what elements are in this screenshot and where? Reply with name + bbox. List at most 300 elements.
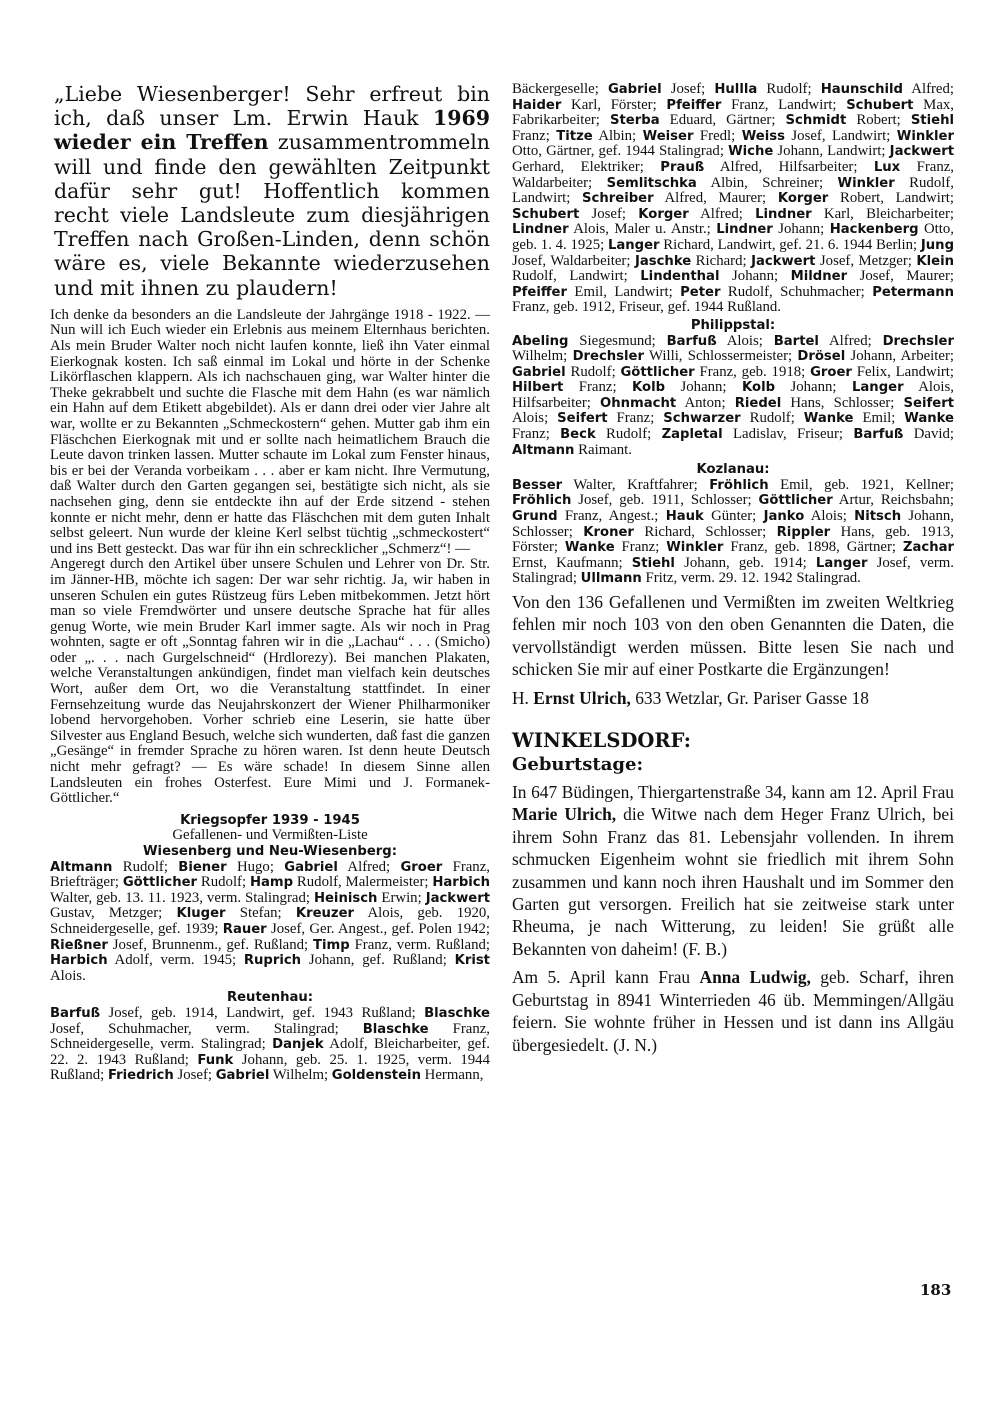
entry-details: Gerhard, Elektriker; [512, 158, 661, 175]
entry-surname: Seifert [903, 395, 954, 411]
wiesenberg-list [50, 860, 490, 985]
letter-rest: zusammentrommeln will und finde den gewählten Zeitpunkt dafür sehr gut! Hoffentlich kommen recht viele Landsleute zum diesjährigen Treffen nach Großen-Linden, denn schön wäre es, viele Bekannte wiederzusehen und mit ihnen zu plaudern! [54, 130, 490, 300]
entry-details: Günter; [703, 508, 764, 525]
list-entry [512, 81, 608, 97]
entry-surname: Altmann [512, 442, 575, 458]
list-entry [728, 143, 890, 159]
letter-wieder: wieder ein Treffen [54, 130, 269, 155]
list-entry [313, 937, 490, 953]
entry-surname: Haider [512, 97, 562, 113]
entry-surname: Groer [400, 859, 443, 875]
entry-details: Willi, Schlossermeister; [643, 348, 798, 365]
entry-details: Josef, Metzger; [815, 252, 917, 269]
entry-surname: Gabriel [512, 364, 566, 380]
missing-note: Von den 136 Gefallenen und Vermißten im zweiten Weltkrieg fehlen mir noch 103 von den oben Genannten die Daten, die vervollständigt werden müssen. Bitte lesen Sie nach und schicken Sie mir auf einer Postkarte die Ergänzungen! [512, 592, 954, 680]
entry-surname: Jaschke [634, 253, 692, 269]
entry-surname: Biener [178, 859, 227, 875]
entry-details: Franz; [607, 410, 664, 427]
list-entry [608, 237, 921, 253]
philippstal-list [512, 334, 954, 459]
philippstal-title: Philippstal: [690, 317, 776, 333]
entry-surname: Zachar [902, 540, 954, 556]
story-paragraph: Ich denke da besonders an die Landsleute der Jahrgänge 1918 - 1922. — Nun will ich Euch wieder ein Erlebnis aus meinem Elternhaus berichten. Als mein Bruder Walter noch nicht laufen konnte, ließ ihn Vater einmal Eierkognak kosten. Ich saß einmal im Lokal und hörte in der Schenke Likörflaschen klappern. Als ich nachschauen ging, war Walter hinter die Theke gekrabbelt und suchte die Flasche mit dem Hahn (es war nämlich ein Hahn auf dem Etikett abgebildet). Als er dann drei oder vier Jahre alt war, wollte er zu Bekannten „Schmeckostern“ gehen. Mutter gab ihm ein Fläschchen Eierkognak mit und er sollte nach heimatlichem Brauch die Leute davon trinken lassen. Mutter schaute im Lokal zum Fenster hinaus, bis er bei der Veranda vorbeikam . . . aber er kam nicht. Ihre Vermutung, daß Walter durch den Garten gegangen sei, bestätigte sich nicht, als sie nachsehen ging, denn sie entdeckte ihn auf der Erde sitzend - stehen konnte er nicht mehr, denn er hatte das Fläschchen mit dem guten Inhalt selbst geleert. Nun wurde der kleine Kerl selbst tüchtig „schmeckostert“ und ins Bett gesteckt. Das war für ihn ein schrecklicher „Schmerz“! — [50, 306, 490, 557]
entry-details: Johann; [665, 379, 743, 396]
entry-surname: Blaschke [424, 1005, 490, 1021]
list-entry [680, 284, 872, 300]
entry-details: Josef, Waldarbeiter; [512, 252, 635, 269]
list-entry [600, 395, 735, 411]
list-entry [314, 890, 426, 906]
entry-details: Rudolf; [740, 410, 804, 427]
entry-surname: Hamp [249, 875, 294, 891]
entry-details: Otto, Gärtner, gef. 1944 Stalingrad; [512, 143, 729, 160]
list-entry [755, 206, 954, 222]
list-entry [512, 206, 638, 222]
entry-details: Alfred; [902, 81, 954, 97]
entry-details: Josef, Ger. Angest., gef. Polen 1942; [266, 920, 490, 937]
list-entry [573, 348, 798, 364]
list-entry [581, 570, 861, 586]
entry-surname: Haunschild [820, 82, 903, 97]
entry-surname: Heinisch [313, 890, 378, 906]
entry-surname: Zapletal [661, 427, 723, 443]
entry-surname: Petermann [872, 284, 954, 300]
list-entry [608, 81, 714, 97]
entry-surname: Gabriel [215, 1068, 270, 1084]
entry-surname: Hullla [714, 82, 758, 97]
list-entry [512, 284, 680, 300]
list-entry [666, 539, 903, 555]
birthday-ludwig-text: geb. Scharf, ihren Geburtstag in 8941 Winterrieden 46 üb. Memmingen/Allgäu feiern. Sie wohnte früher in Hessen und ist dann ins Allgäu übergesiedelt. (J. N.) [512, 967, 954, 1055]
list-entry [512, 221, 716, 237]
list-entry [764, 508, 855, 524]
entry-details: Rudolf; [565, 363, 621, 380]
entry-details: Walter, geb. 13. 11. 1923, verm. Stalingrad; [50, 889, 314, 906]
entry-details: Albin; [592, 127, 643, 144]
entry-surname: Danjek [272, 1037, 324, 1053]
entry-surname: Altmann [50, 859, 113, 875]
letter-year: 1969 [432, 106, 490, 131]
list-entry [662, 426, 854, 442]
list-entry [666, 508, 764, 524]
entry-surname: Wanke [803, 411, 854, 427]
list-entry [666, 97, 846, 113]
entry-surname: Wiche [728, 144, 774, 160]
entry-details: Franz, Landwirt; [721, 96, 847, 113]
kriegsopfer-places: Wiesenberg und Neu-Wiesenberg: [143, 844, 397, 860]
entry-surname: Winkler [837, 175, 895, 191]
birthday-ulrich [512, 781, 954, 960]
entry-details: Alois; [716, 332, 774, 349]
entry-surname: Peter [680, 284, 721, 300]
list-entry [50, 952, 244, 968]
list-entry [512, 508, 666, 524]
list-entry [786, 112, 911, 128]
list-entry [332, 1067, 484, 1083]
entry-details: Alois, geb. 1920, Schneidergeselle, gef. 1939; [50, 905, 490, 937]
entry-surname: Drösel [797, 349, 846, 365]
entry-surname: Harbich [50, 953, 108, 969]
list-entry [556, 128, 642, 144]
signature-name: Ernst Ulrich, [533, 687, 631, 708]
list-entry [663, 410, 804, 426]
entry-surname: Ullmann [580, 571, 642, 587]
entry-details: Ernst, Kaufmann; [512, 554, 632, 571]
entry-details: Raimant. [574, 441, 632, 458]
entry-details: Johann, Arbeiter; [845, 348, 954, 365]
entry-details: Felix, Landwirt; [851, 363, 954, 380]
entry-surname: Seifert [557, 411, 608, 427]
entry-surname: Gabriel [607, 82, 662, 97]
entry-details: Franz; [614, 539, 667, 556]
entry-surname: Ruprich [243, 953, 302, 969]
entry-surname: Bartel [773, 333, 819, 349]
list-entry [635, 253, 751, 269]
list-entry [177, 905, 296, 921]
list-entry [512, 333, 667, 349]
letter-paragraph [54, 82, 490, 300]
entry-details: Franz, Briefträger; [50, 858, 490, 891]
entry-details: Hugo; [226, 858, 285, 875]
entry-details: Otto, geb. 1. 4. 1925; [512, 221, 954, 253]
list-entry [791, 268, 954, 284]
entry-surname: Stiehl [631, 555, 675, 571]
list-entry [512, 97, 666, 113]
entry-details: Josef, Maurer; [847, 268, 954, 285]
list-entry [223, 921, 490, 937]
entry-surname: Korger [638, 206, 689, 222]
entry-surname: Kolb [742, 380, 776, 396]
entry-details: Josef, Landwirt; [784, 127, 897, 144]
entry-surname: Kreuzer [295, 906, 355, 922]
entry-details: Alfred; [818, 332, 883, 349]
entry-surname: Semlitschka [606, 175, 697, 191]
entry-surname: Prauß [660, 159, 705, 175]
entry-details: Walter, Kraftfahrer; [562, 476, 710, 493]
entry-surname: Jackwert [889, 144, 954, 160]
birthday-ulrich-text: die Witwe nach dem Heger Franz Ulrich, bei ihrem Sohn Franz das 81. Lebensjahr vollenden. In ihrem schmucken Eigenheim wohnt sie friedlich mit ihrem Sohn zusammen und kann noch ihren Haushalt und im Sommer den Garten gut versorgen. Freilich hat sie zeitweise stark unter Rheuma, je nach Witterung, zu leiden! Sie grüßt alle Bekannten von daheim! (F. B.) [512, 804, 954, 959]
entry-details: Robert; [846, 112, 911, 129]
list-entry [853, 426, 954, 442]
entry-surname: Schubert [512, 206, 580, 222]
entry-details: Franz, verm. Rußland; [349, 936, 491, 953]
entry-details: Rudolf, Schuhmacher; [720, 283, 873, 300]
entry-details: Alois; [804, 508, 855, 525]
entry-surname: Grund [512, 509, 558, 525]
kriegsopfer-subtitle: Gefallenen- und Vermißten-Liste [172, 827, 368, 844]
entry-details: Rudolf; [595, 426, 662, 443]
list-entry [610, 112, 786, 128]
entry-details: David; [903, 426, 954, 443]
entry-details: Johann; [772, 221, 830, 238]
list-entry [607, 175, 838, 191]
list-entry [244, 952, 455, 968]
kriegsopfer-title: Kriegsopfer 1939 - 1945 [180, 812, 360, 828]
list-entry [284, 859, 400, 875]
list-entry [512, 477, 709, 493]
entry-surname: Lindenthal [640, 269, 720, 285]
list-entry [582, 190, 778, 206]
entry-surname: Schreiber [582, 191, 654, 207]
entry-details: Rudolf, Landwirt; [512, 268, 641, 285]
entry-surname: Stiehl [910, 113, 954, 129]
entry-surname: Lux [873, 159, 901, 175]
entry-details: Hermann, [420, 1067, 484, 1084]
entry-surname: Barfuß [853, 427, 904, 443]
list-entry [709, 477, 954, 493]
entry-details: Richard; [691, 252, 752, 269]
entry-details: Franz, Angest.; [557, 508, 666, 525]
entry-surname: Schubert [846, 97, 914, 113]
birthday-ludwig-name: Anna Ludwig, [699, 967, 811, 988]
list-entry [178, 859, 284, 875]
list-entry [632, 555, 816, 571]
entry-details: Franz, geb. 1918; [694, 363, 811, 380]
entry-details: Emil, geb. 1921, Kellner; [768, 476, 954, 493]
entry-details: Johann, gef. Rußland; [301, 952, 455, 969]
entry-surname: Jackwert [751, 253, 816, 269]
entry-surname: Schmidt [785, 113, 847, 129]
kozlanau-title: Kozlanau: [696, 462, 770, 478]
entry-details: Anton; [676, 394, 735, 411]
entry-details: Eduard, Gärtner; [659, 112, 786, 129]
entry-surname: Klein [916, 253, 954, 269]
entry-details: Franz, geb. 1898, Gärtner; [723, 539, 903, 556]
reutenhau-list-continued [512, 82, 954, 316]
list-entry [640, 268, 790, 284]
entry-details: Bäckergeselle; [512, 81, 608, 97]
entry-surname: Langer [852, 380, 904, 396]
list-entry [804, 410, 905, 426]
left-column [50, 82, 490, 1084]
entry-surname: Schwarzer [663, 411, 741, 427]
entry-surname: Abeling [512, 333, 569, 349]
entry-details: Rudolf, Landwirt; [512, 174, 954, 207]
kriegsopfer-header [50, 813, 490, 860]
entry-details: Alfred, Maurer; [653, 190, 778, 207]
entry-surname: Lindner [716, 222, 773, 238]
entry-details: Fritz, verm. 29. 12. 1942 Stalingrad. [641, 570, 861, 587]
entry-details: Max, Fabrikarbeiter; [512, 96, 954, 129]
entry-surname: Fröhlich [709, 477, 769, 493]
entry-surname: Riedel [734, 395, 782, 411]
entry-details: Hans, geb. 1913, Förster; [512, 523, 954, 556]
entry-details: Johann; [775, 379, 852, 396]
entry-details: Josef; [173, 1067, 216, 1084]
entry-surname: Gabriel [284, 859, 338, 875]
entry-details: Alois, Maler u. Anstr.; [568, 221, 717, 238]
entry-details: Albin, Schreiner; [696, 174, 838, 191]
entry-surname: Barfuß [50, 1005, 101, 1021]
list-entry [660, 159, 874, 175]
entry-surname: Drechsler [882, 333, 954, 349]
signature-line [512, 687, 954, 709]
right-column [512, 82, 954, 1056]
entry-details: Johann, Schlosser; [512, 508, 954, 540]
winkelsdorf-title: WINKELSDORF: [512, 729, 691, 753]
entry-details: Josef; [661, 81, 715, 97]
entry-surname: Kluger [176, 906, 226, 922]
entry-details: Johann, geb. 1914; [674, 554, 816, 571]
entry-surname: Harbich [432, 875, 490, 891]
entry-details: Alois. [50, 967, 86, 984]
entry-details: Josef, verm. Stalingrad; [512, 554, 954, 587]
entry-details: Emil, Landwirt; [567, 283, 681, 300]
entry-details: Stefan; [225, 905, 296, 922]
signature-prefix: H. [512, 687, 529, 708]
entry-details: Franz, Schneidergeselle, verm. Stalingrad; [50, 1020, 491, 1053]
entry-surname: Göttlicher [122, 875, 198, 891]
entry-surname: Lindner [512, 222, 569, 238]
entry-surname: Langer [607, 237, 660, 253]
entry-surname: Friedrich [107, 1068, 174, 1084]
birthday-ludwig-intro: Am 5. April kann Frau [512, 967, 691, 988]
entry-details: Erwin; [377, 889, 426, 906]
entry-details: Hans, Schlosser; [781, 394, 904, 411]
entry-surname: Langer [815, 555, 868, 571]
entry-surname: Wanke [904, 411, 955, 427]
entry-surname: Wanke [564, 540, 615, 556]
entry-details: Adolf, Bleicharbeiter, gef. 22. 2. 1943 Rußland; [50, 1036, 490, 1068]
entry-surname: Winkler [666, 540, 724, 556]
list-entry [50, 937, 313, 953]
list-entry [123, 874, 250, 890]
entry-surname: Hackenberg [829, 222, 919, 238]
list-entry [638, 206, 755, 222]
entry-details: Alfred; [337, 858, 401, 875]
entry-details: Richard, Landwirt, gef. 21. 6. 1944 Berlin; [659, 236, 921, 253]
entry-details: Franz; [512, 426, 561, 443]
list-entry [667, 333, 774, 349]
entry-details: Franz; [563, 379, 633, 396]
reutenhau-title: Reutenhau: [226, 990, 314, 1006]
list-entry [797, 348, 954, 364]
list-entry [643, 128, 742, 144]
entry-surname: Janko [763, 509, 805, 525]
entry-surname: Korger [777, 191, 829, 207]
entry-surname: Beck [560, 427, 596, 443]
entry-details: Wilhelm; [269, 1067, 332, 1084]
signature-address: 633 Wetzlar, Gr. Pariser Gasse 18 [635, 687, 869, 708]
entry-surname: Weiss [741, 128, 785, 144]
list-entry [50, 859, 178, 875]
entry-surname: Winkler [896, 128, 954, 144]
entry-details: Alfred, Hilfsarbeiter; [704, 158, 874, 175]
entry-surname: Lindner [755, 206, 812, 222]
list-entry [810, 364, 954, 380]
birthday-ludwig [512, 966, 954, 1056]
list-entry [512, 379, 632, 395]
entry-details: Franz, geb. 1912, Friseur, gef. 1944 Rußland. [512, 299, 781, 316]
list-entry [50, 1005, 424, 1021]
entry-surname: Weiser [642, 128, 694, 144]
entry-surname: Jackwert [425, 890, 491, 906]
birthday-ulrich-name: Marie Ulrich, [512, 804, 617, 825]
entry-surname: Göttlicher [620, 364, 695, 380]
entry-surname: Titze [556, 128, 593, 144]
list-entry [759, 492, 954, 508]
list-entry [821, 81, 954, 97]
entry-details: Rudolf; [197, 874, 250, 891]
entry-surname: Drechsler [572, 349, 644, 365]
kozlanau-list [512, 478, 954, 587]
list-entry [632, 379, 742, 395]
list-entry [742, 128, 897, 144]
entry-details: Alfred; [688, 205, 756, 222]
entry-details: Gustav, Metzger; [50, 905, 177, 922]
entry-details: Rudolf; [757, 81, 821, 97]
entry-surname: Blaschke [362, 1021, 429, 1037]
reutenhau-list [50, 1006, 490, 1084]
entry-details: Karl, Förster; [561, 96, 667, 113]
entry-surname: Rippler [776, 524, 831, 540]
list-entry [620, 364, 810, 380]
entry-details: Josef; [579, 205, 639, 222]
entry-details: Artur, Reichsbahn; [832, 492, 954, 509]
entry-details: Robert, Landwirt; [828, 190, 954, 207]
entry-surname: Jung [920, 237, 955, 253]
list-entry [735, 395, 904, 411]
entry-details: Emil; [853, 410, 905, 427]
list-entry [108, 1067, 216, 1083]
entry-details: Wilhelm; [512, 348, 573, 365]
entry-details: Richard, Schlosser; [633, 523, 777, 540]
entry-details: Josef, geb. 1914, Landwirt, gef. 1943 Rußland; [100, 1004, 425, 1021]
birthday-ulrich-intro: In 647 Büdingen, Thiergartenstraße 34, kann am 12. April Frau [512, 782, 954, 803]
list-entry [778, 190, 954, 206]
entry-details: Adolf, verm. 1945; [107, 952, 244, 969]
entry-surname: Barfuß [666, 333, 717, 349]
list-entry [716, 221, 830, 237]
list-entry [512, 492, 759, 508]
entry-surname: Sterba [610, 113, 660, 129]
entry-surname: Kroner [583, 524, 634, 540]
entry-surname: Timp [313, 937, 350, 953]
list-entry [560, 426, 661, 442]
entry-details: Alois, Hilfsarbeiter; [512, 379, 954, 411]
list-entry [557, 410, 663, 426]
entry-details: Fredl; [693, 127, 742, 144]
letter-intro: „Liebe Wiesenberger! Sehr erfreut bin ich, daß unser Lm. Erwin Hauk [54, 82, 490, 131]
entry-details: Rudolf, Malermeister; [293, 874, 433, 891]
entry-surname: Fröhlich [512, 493, 572, 509]
list-entry [742, 379, 852, 395]
list-entry [250, 874, 432, 890]
entry-surname: Nitsch [854, 509, 902, 525]
entry-details: Johann; [719, 268, 791, 285]
list-entry [583, 524, 776, 540]
entry-surname: Hauk [665, 509, 704, 525]
entry-details: Siegesmund; [568, 332, 667, 349]
list-entry [714, 81, 820, 97]
entry-surname: Mildner [790, 269, 848, 285]
entry-surname: Funk [197, 1052, 234, 1068]
list-entry [216, 1067, 332, 1083]
entry-surname: Krist [454, 953, 490, 969]
list-entry [512, 364, 620, 380]
entry-details: Rudolf; [112, 858, 179, 875]
list-entry [565, 539, 666, 555]
entry-details: Alois; [512, 410, 558, 427]
list-entry [512, 442, 632, 458]
entry-details: Franz; [512, 127, 557, 144]
entry-surname: Göttlicher [758, 493, 833, 509]
entry-details: Ladislav, Friseur; [722, 426, 854, 443]
entry-details: Franz, Waldarbeiter; [512, 158, 954, 191]
entry-surname: Rauer [222, 921, 267, 937]
entry-details: Johann, geb. 25. 1. 1925, verm. 1944 Rußland; [50, 1051, 490, 1084]
list-entry [751, 253, 916, 269]
